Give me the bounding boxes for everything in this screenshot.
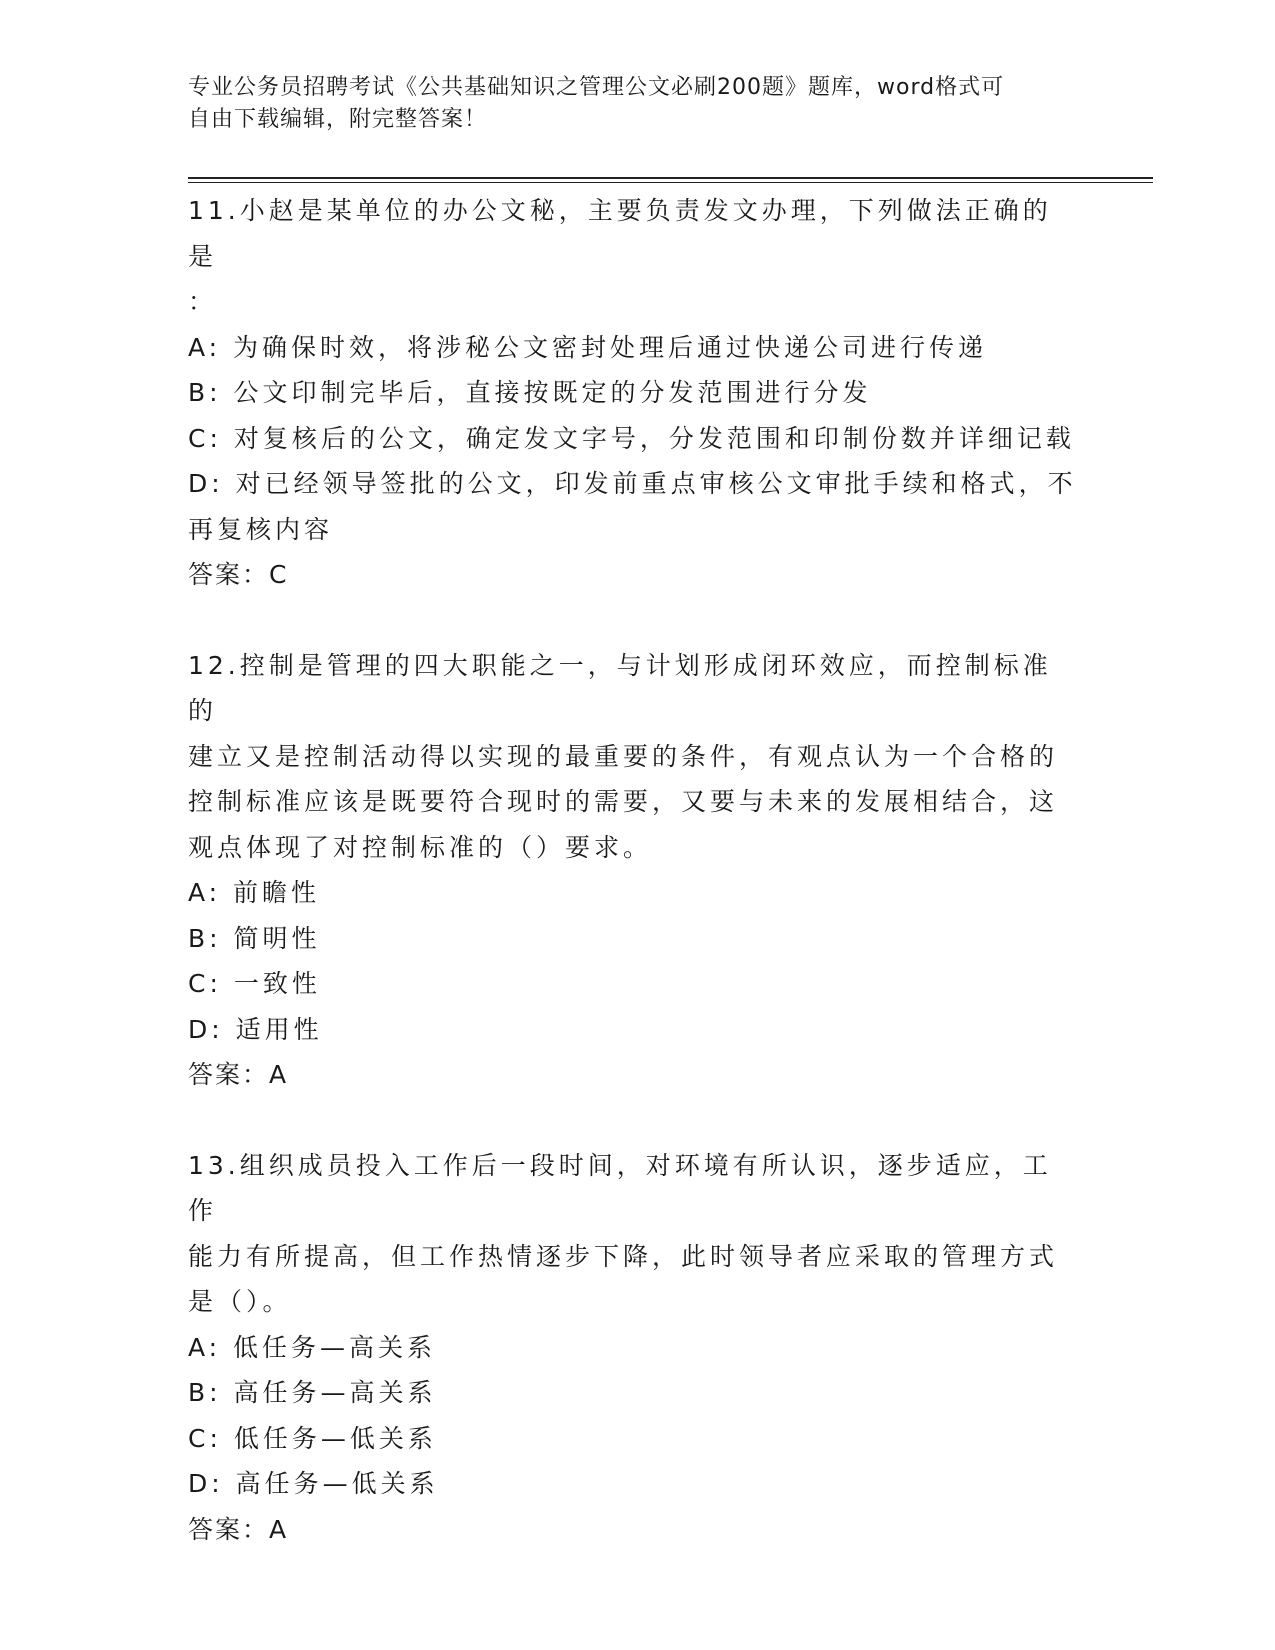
- option-c: C: 低任务—低关系: [188, 1423, 437, 1453]
- header-divider-thick: [188, 177, 1153, 179]
- question-stem-line: 建立又是控制活动得以实现的最重要的条件，有观点认为一个合格的: [188, 741, 1059, 771]
- option-a: A: 前瞻性: [188, 878, 321, 907]
- answer-line: 答案：A: [188, 1060, 289, 1089]
- option-d: D: 高任务—低关系: [188, 1469, 439, 1498]
- document-header: [188, 72, 1068, 136]
- option-c: C: 对复核后的公文，确定发文字号，分发范围和印制份数并详细记载: [188, 423, 1075, 453]
- option-d-continued: 再复核内容: [188, 514, 334, 544]
- header-line-1: 专业公务员招聘考试《公共基础知识之管理公文必刷200题》题库，word格式可: [188, 75, 1005, 100]
- question-list: [188, 188, 1078, 1552]
- answer-line: 答案：A: [188, 1514, 289, 1544]
- question-stem-line: 13.组织成员投入工作后一段时间，对环境有所认识，逐步适应，工作: [188, 1150, 1052, 1225]
- answer-line: 答案：C: [188, 560, 289, 589]
- option-a: A: 为确保时效，将涉秘公文密封处理后通过快递公司进行传递: [188, 332, 988, 362]
- header-line-2: 自由下载编辑，附完整答案！: [188, 107, 488, 132]
- option-b: B: 简明性: [188, 923, 321, 953]
- question-stem-line: 11.小赵是某单位的办公文秘，主要负责发文办理，下列做法正确的是: [188, 196, 1052, 271]
- option-b: B: 高任务—高关系: [188, 1378, 437, 1407]
- option-b: B: 公文印制完毕后，直接按既定的分发范围进行分发: [188, 378, 872, 407]
- question-13: [188, 1143, 1078, 1553]
- question-12: [188, 643, 1078, 1098]
- question-stem-line: ：: [188, 287, 218, 316]
- option-d: D: 对已经领导签批的公文，印发前重点审核公文审批手续和格式，不: [188, 469, 1077, 498]
- question-stem-line: 能力有所提高，但工作热情逐步下降，此时领导者应采取的管理方式: [188, 1241, 1059, 1271]
- option-a: A: 低任务—高关系: [188, 1332, 437, 1362]
- option-c: C: 一致性: [188, 969, 321, 998]
- question-stem-line: 12.控制是管理的四大职能之一，与计划形成闭环效应，而控制标准的: [188, 650, 1052, 725]
- option-d: D: 适用性: [188, 1014, 323, 1044]
- question-spacer: [188, 598, 1078, 643]
- question-stem-line: 控制标准应该是既要符合现时的需要，又要与未来的发展相结合，这: [188, 787, 1059, 816]
- question-spacer: [188, 1098, 1078, 1143]
- question-11: [188, 188, 1078, 598]
- header-divider-thin: [188, 182, 1153, 183]
- question-stem-line: 观点体现了对控制标准的（）要求。: [188, 832, 653, 862]
- question-stem-line: 是（）。: [188, 1287, 292, 1316]
